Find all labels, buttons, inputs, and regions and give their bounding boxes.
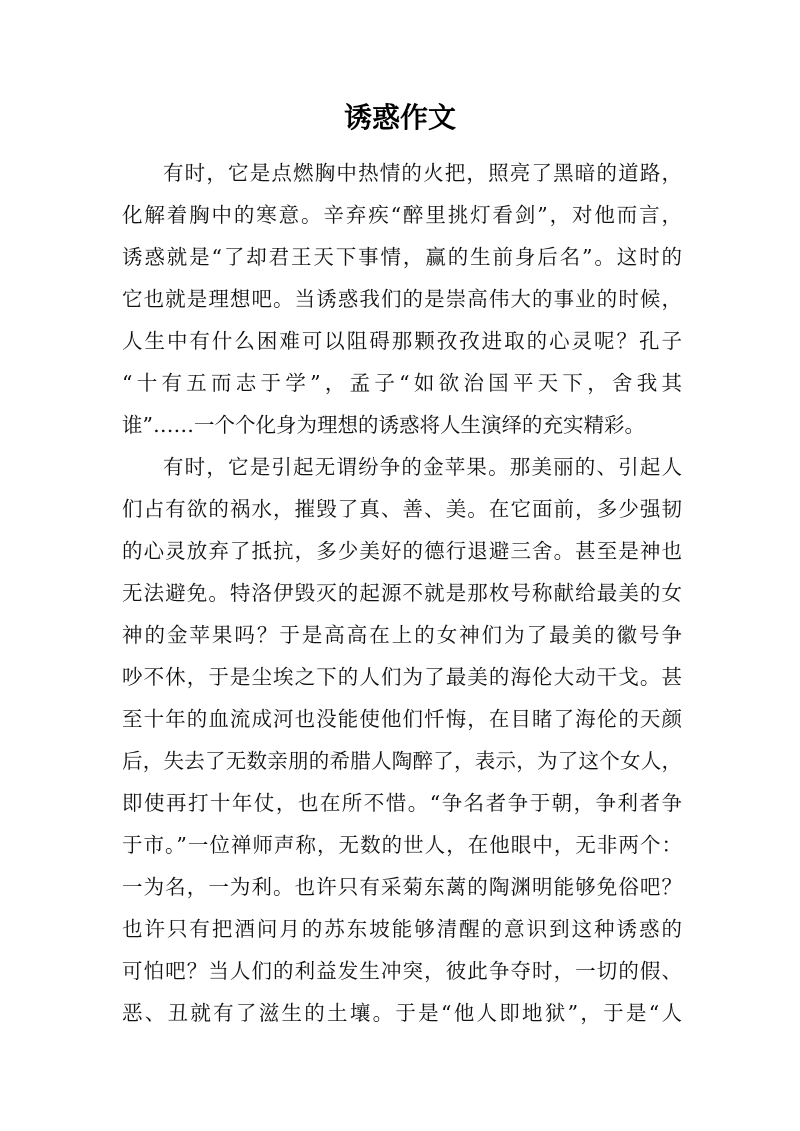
document-title: 诱惑作文: [343, 101, 456, 134]
text-line: 一为名，一为利。也许只有采菊东蓠的陶渊明能够免俗吧？: [122, 875, 682, 899]
document-body: [122, 152, 682, 1034]
text-line: 有时，它是点燃胸中热情的火把，照亮了黑暗的道路，: [163, 161, 682, 185]
text-line: 神的金苹果吗？于是高高在上的女神们为了最美的徽号争: [122, 623, 682, 647]
text-line: 恶、丑就有了滋生的土壤。于是“他人即地狱”，于是“人: [122, 1001, 682, 1025]
text-line: 的心灵放弃了抵抗，多少美好的德行退避三舍。甚至是神也: [122, 539, 682, 563]
text-line: “十有五而志于学”，孟子“如欲治国平天下，舍我其: [122, 371, 682, 395]
text-line: 人生中有什么困难可以阻碍那颗孜孜进取的心灵呢？孔子: [122, 329, 682, 353]
paragraph-2: [122, 446, 682, 1034]
text-line: 吵不休，于是尘埃之下的人们为了最美的海伦大动干戈。甚: [122, 665, 682, 689]
text-line: 有时，它是引起无谓纷争的金苹果。那美丽的、引起人: [163, 455, 682, 479]
text-line: 们占有欲的祸水，摧毁了真、善、美。在它面前，多少强韧: [122, 497, 682, 521]
paragraph-1: [122, 152, 682, 446]
text-line: 无法避免。特洛伊毁灭的起源不就是那枚号称献给最美的女: [122, 581, 682, 605]
text-line: 即使再打十年仗，也在所不惜。“争名者争于朝，争利者争: [122, 791, 682, 815]
text-line: 化解着胸中的寒意。辛弃疾“醉里挑灯看剑”，对他而言，: [122, 203, 682, 227]
text-line: 谁”……一个个化身为理想的诱惑将人生演绎的充实精彩。: [122, 413, 645, 437]
text-line: 也许只有把酒问月的苏东坡能够清醒的意识到这种诱惑的: [122, 917, 682, 941]
text-line: 后，失去了无数亲朋的希腊人陶醉了，表示，为了这个女人，: [122, 749, 682, 773]
text-line: 于市。”一位禅师声称，无数的世人，在他眼中，无非两个：: [122, 833, 682, 857]
text-line: 它也就是理想吧。当诱惑我们的是崇高伟大的事业的时候，: [122, 287, 682, 311]
text-line: 诱惑就是“了却君王天下事情，赢的生前身后名”。这时的: [122, 245, 682, 269]
text-line: 可怕吧？当人们的利益发生冲突，彼此争夺时，一切的假、: [122, 959, 682, 983]
text-line: 至十年的血流成河也没能使他们忏悔，在目睹了海伦的天颜: [122, 707, 682, 731]
